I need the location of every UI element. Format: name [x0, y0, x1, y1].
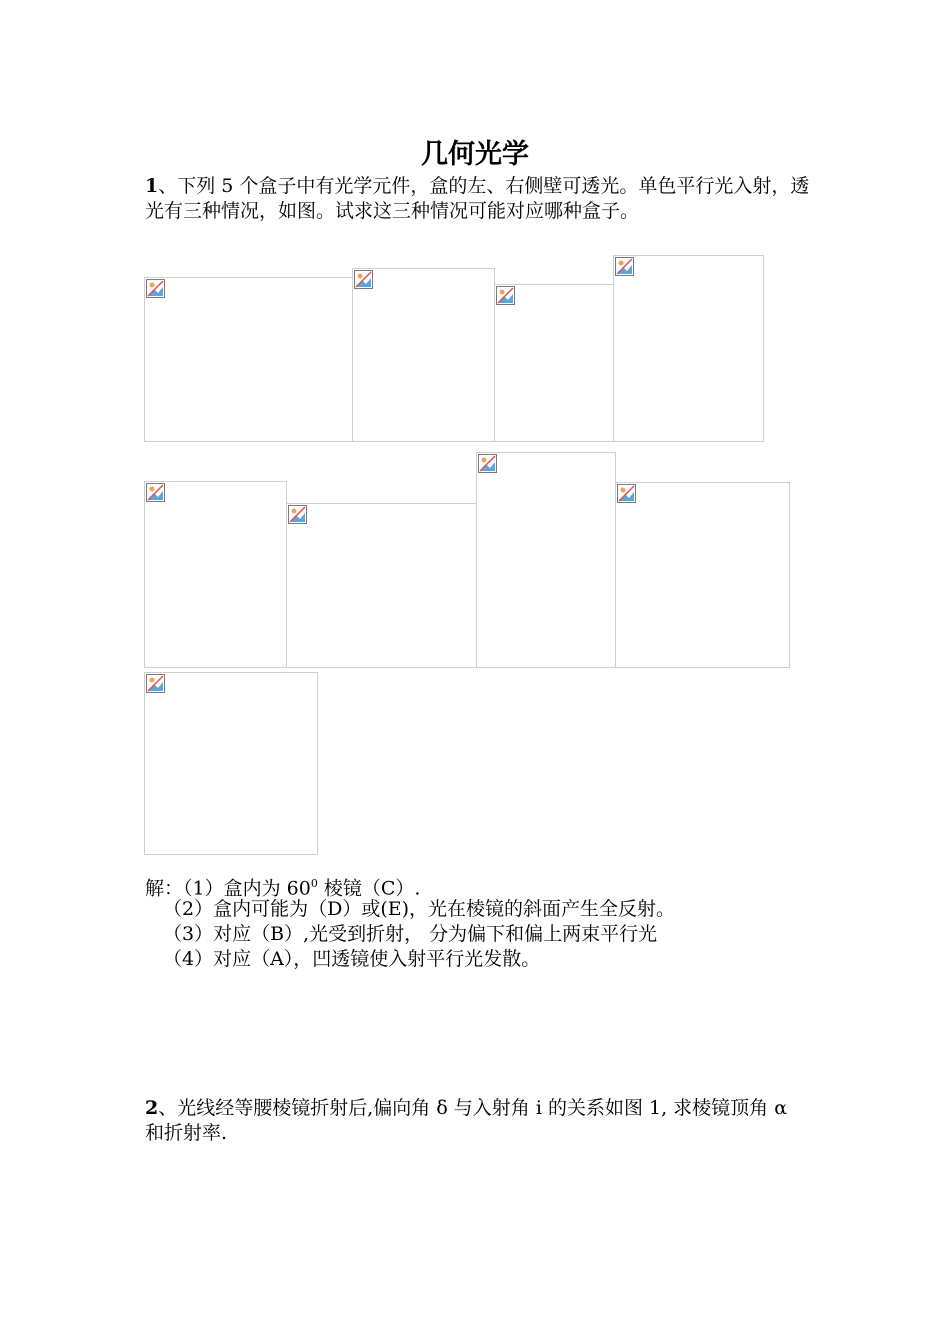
- figure-image-3: [494, 284, 615, 442]
- broken-image-icon: [146, 674, 165, 693]
- question-1-number: 1: [145, 175, 159, 197]
- question-2-text: 、光线经等腰棱镜折射后,偏向角 δ 与入射角 i 的关系如图 1, 求棱镜顶角 α 和折射率.: [145, 1097, 788, 1144]
- figure-image-7: [476, 452, 616, 668]
- broken-image-icon: [496, 286, 515, 305]
- broken-image-icon: [615, 257, 634, 276]
- question-2: [145, 1096, 810, 1146]
- figure-image-5: [144, 481, 287, 668]
- solution-line-1-suffix: 棱镜（C）.: [317, 877, 421, 900]
- solution-line-4: （4）对应（A），凹透镜使入射平行光发散。: [163, 948, 541, 970]
- figure-image-9: [144, 672, 318, 855]
- figure-image-1: [144, 277, 354, 442]
- broken-image-icon: [354, 270, 373, 289]
- broken-image-icon: [617, 484, 636, 503]
- figure-image-2: [352, 268, 495, 442]
- degree-superscript: 0: [310, 877, 318, 890]
- figure-image-6: [286, 503, 477, 668]
- solution-line-2: （2）盒内可能为（D）或(E)，光在棱镜的斜面产生全反射。: [163, 898, 676, 920]
- figure-image-8: [615, 482, 790, 668]
- broken-image-icon: [146, 279, 165, 298]
- page-title: 几何光学: [421, 139, 529, 170]
- broken-image-icon: [288, 505, 307, 524]
- figure-image-4: [613, 255, 764, 442]
- solution-line-3: （3）对应（B）,光受到折射， 分为偏下和偏上两束平行光: [163, 923, 658, 945]
- broken-image-icon: [146, 483, 165, 502]
- broken-image-icon: [478, 454, 497, 473]
- question-1: [145, 174, 810, 224]
- solution-line-1-prefix: 解：（1）盒内为 60: [145, 877, 311, 900]
- question-1-text: 、下列 5 个盒子中有光学元件，盒的左、右侧壁可透光。单色平行光入射，透光有三种情况，如图。试求这三种情况可能对应哪种盒子。: [145, 175, 810, 222]
- question-2-number: 2: [145, 1097, 159, 1119]
